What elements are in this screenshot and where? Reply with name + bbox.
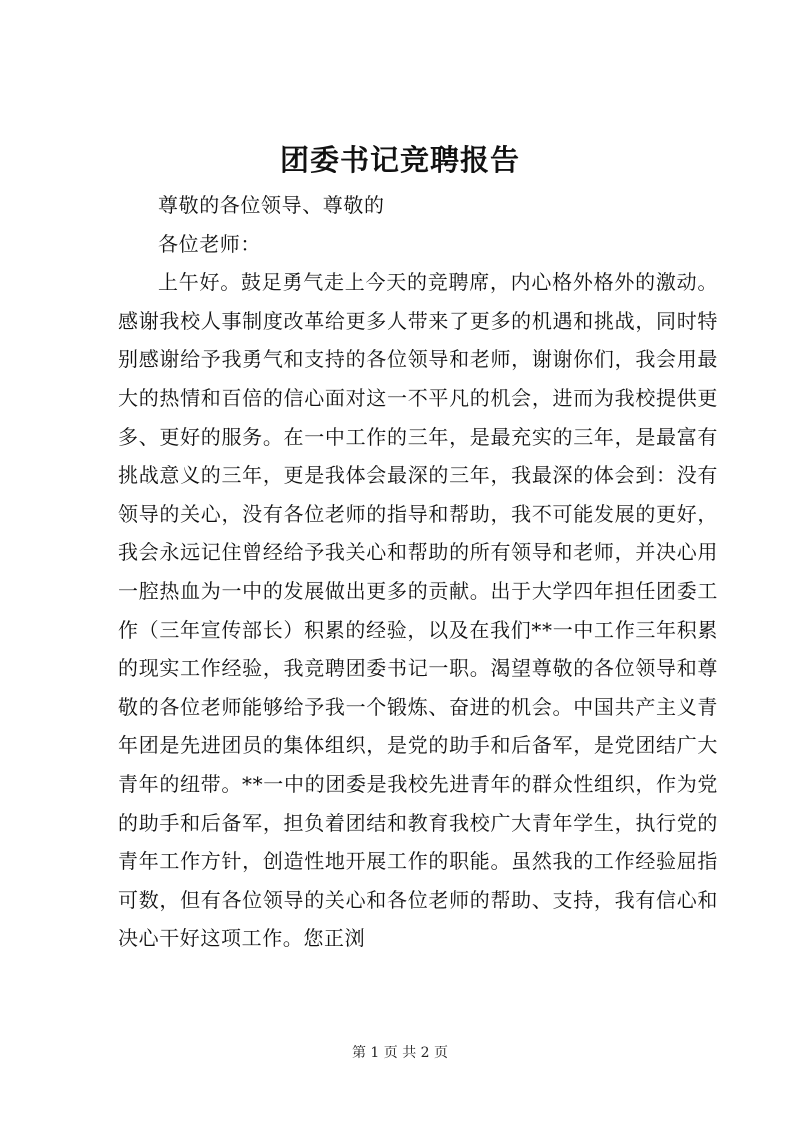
- document-body: [118, 186, 718, 958]
- document-title: 团委书记竞聘报告: [279, 143, 520, 177]
- greeting-line-2: 各位老师：: [158, 231, 261, 256]
- body-paragraph: 上午好。鼓足勇气走上今天的竞聘席，内心格外格外的激动。感谢我校人事制度改革给更多人带来了更多的机遇和挑战，同时特别感谢给予我勇气和支持的各位领导和老师，谢谢你们，我会用最大的热情和百倍的信心面对这一不平凡的机会，进而为我校提供更多、更好的服务。在一中工作的三年，是最充实的三年，是最富有挑战意义的三年，更是我体会最深的三年，我最深的体会到：没有领导的关心，没有各位老师的指导和帮助，我不可能发展的更好，我会永远记住曾经给予我关心和帮助的所有领导和老师，并决心用一腔热血为一中的发展做出更多的贡献。出于大学四年担任团委工作（三年宣传部长）积累的经验，以及在我们**一中工作三年积累的现实工作经验，我竞聘团委书记一职。渴望尊敬的各位领导和尊敬的各位老师能够给予我一个锻炼、奋进的机会。中国共产主义青年团是先进团员的集体组织，是党的助手和后备军，是党团结广大青年的纽带。**一中的团委是我校先进青年的群众性组织，作为党的助手和后备军，担负着团结和教育我校广大青年学生，执行党的青年工作方针，创造性地开展工作的职能。虽然我的工作经验屈指可数，但有各位领导的关心和各位老师的帮助、支持，我有信心和决心干好这项工作。您正浏: [118, 270, 718, 951]
- page-footer: 第 1 页 共 2 页: [351, 1045, 449, 1061]
- greeting-line-1: 尊敬的各位领导、尊敬的: [158, 193, 385, 217]
